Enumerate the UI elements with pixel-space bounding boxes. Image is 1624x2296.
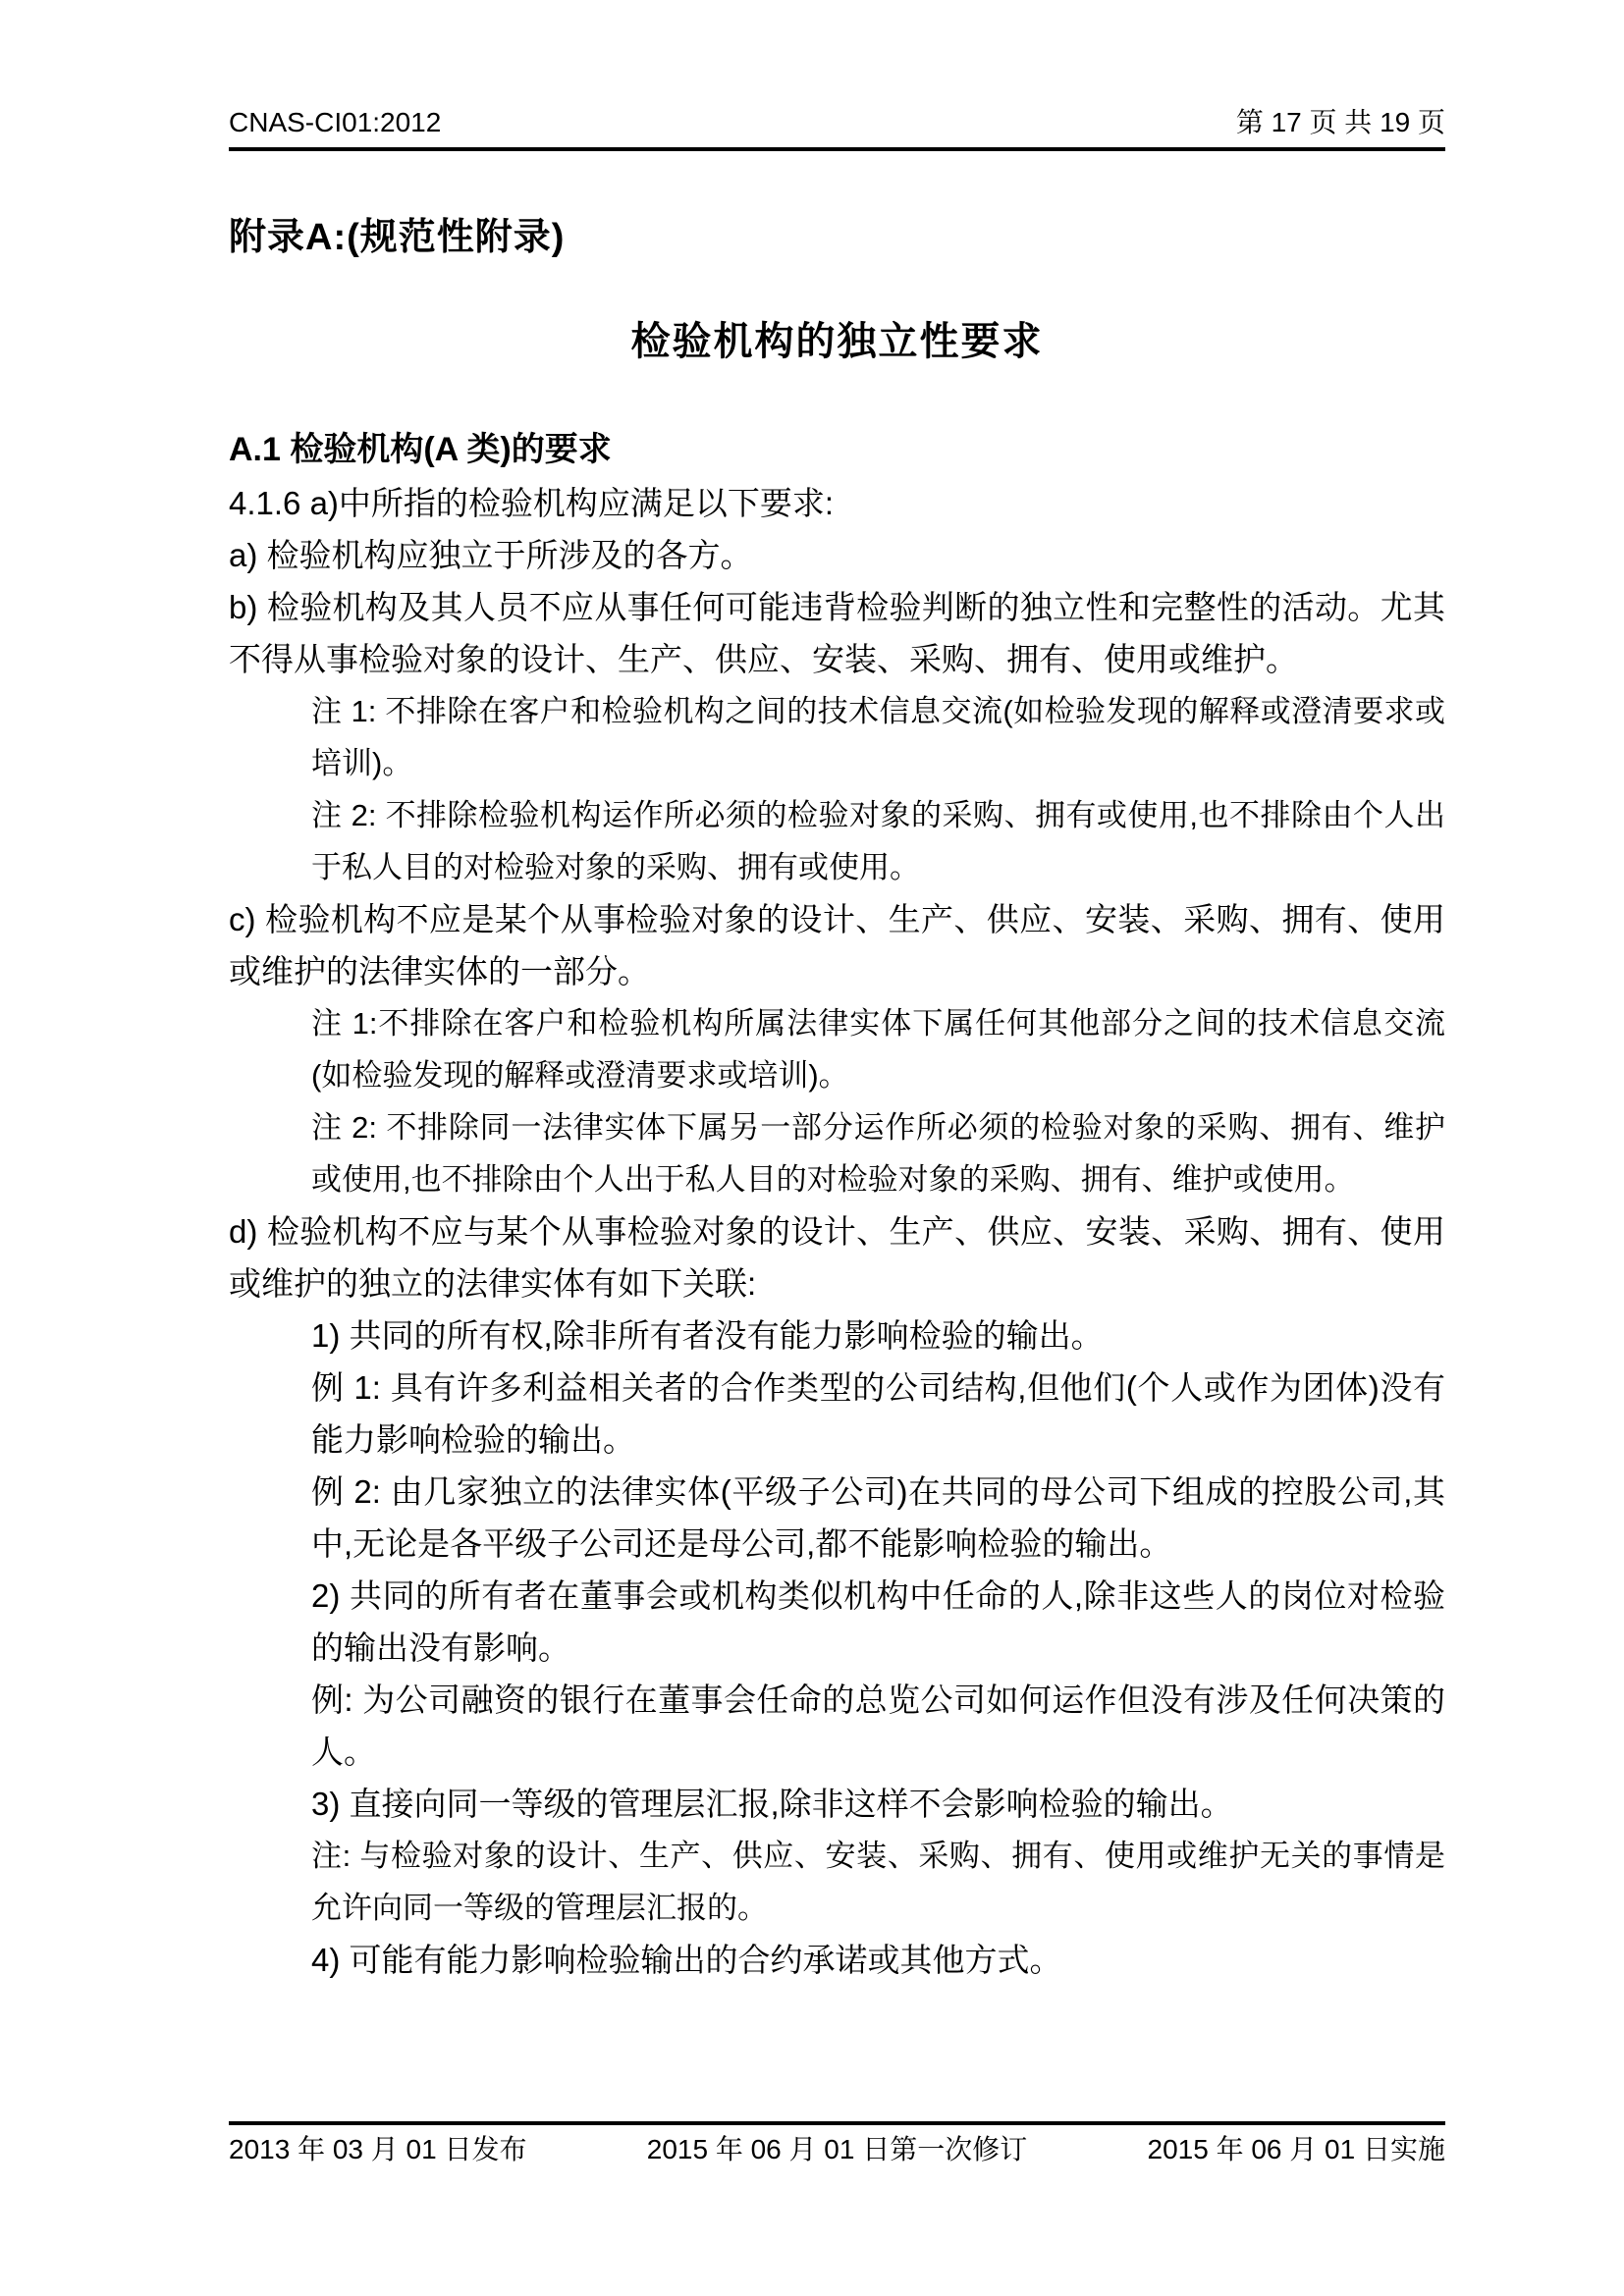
document-title: 检验机构的独立性要求 <box>630 320 1044 363</box>
example-paragraph: 例: 为公司融资的银行在董事会任命的总览公司如何运作但没有涉及任何决策的人。 <box>311 1682 1445 1770</box>
note-paragraph: 注 2: 不排除检验机构运作所必须的检验对象的采购、拥有或使用,也不排除由个人出于私人目的对检验对象的采购、拥有或使用。 <box>311 798 1445 884</box>
paragraph-d: d) 检验机构不应与某个从事检验对象的设计、生产、供应、安装、采购、拥有、使用或维护的独立的法律实体有如下关联: <box>229 1213 1445 1302</box>
note-paragraph: 注 1: 不排除在客户和检验机构之间的技术信息交流(如检验发现的解释或澄清要求或培训)。 <box>311 694 1445 780</box>
list-item-3: 3) 直接向同一等级的管理层汇报,除非这样不会影响检验的输出。 <box>311 1786 1233 1822</box>
example-paragraph: 例 1: 具有许多利益相关者的合作类型的公司结构,但他们(个人或作为团体)没有能力影响检验的输出。 <box>311 1369 1445 1458</box>
paragraph-a: a) 检验机构应独立于所涉及的各方。 <box>229 537 753 573</box>
note-paragraph: 注 1:不排除在客户和检验机构所属法律实体下属任何其他部分之间的技术信息交流(如检验发现的解释或澄清要求或培训)。 <box>311 1006 1445 1093</box>
list-item-4: 4) 可能有能力影响检验输出的合约承诺或其他方式。 <box>311 1942 1062 1978</box>
list-item-2: 2) 共同的所有者在董事会或机构类似机构中任命的人,除非这些人的岗位对检验的输出没有影响。 <box>311 1577 1445 1666</box>
page-footer <box>229 2121 1445 2166</box>
paragraph-intro: 4.1.6 a)中所指的检验机构应满足以下要求: <box>229 485 835 521</box>
example-paragraph: 例 2: 由几家独立的法律实体(平级子公司)在共同的母公司下组成的控股公司,其中,无论是各平级子公司还是母公司,都不能影响检验的输出。 <box>311 1473 1445 1562</box>
appendix-heading: 附录A:(规范性附录) <box>229 217 566 258</box>
section-heading: A.1 检验机构(A 类)的要求 <box>229 431 612 468</box>
doc-number: CNAS-CI01:2012 <box>229 107 442 137</box>
footer-publish-date: 2013 年 03 月 01 日发布 <box>229 2134 527 2164</box>
document-body <box>229 424 1445 1986</box>
paragraph-c: c) 检验机构不应是某个从事检验对象的设计、生产、供应、安装、采购、拥有、使用或维护的法律实体的一部分。 <box>229 901 1445 989</box>
list-item-1: 1) 共同的所有权,除非所有者没有能力影响检验的输出。 <box>311 1317 1104 1354</box>
note-paragraph: 注: 与检验对象的设计、生产、供应、安装、采购、拥有、使用或维护无关的事情是允许向同一等级的管理层汇报的。 <box>311 1839 1445 1925</box>
paragraph-b: b) 检验机构及其人员不应从事任何可能违背检验判断的独立性和完整性的活动。尤其不得从事检验对象的设计、生产、供应、安装、采购、拥有、使用或维护。 <box>229 589 1445 677</box>
note-paragraph: 注 2: 不排除同一法律实体下属另一部分运作所必须的检验对象的采购、拥有、维护或使用,也不排除由个人出于私人目的对检验对象的采购、拥有、维护或使用。 <box>311 1110 1445 1197</box>
footer-revision-date: 2015 年 06 月 01 日第一次修订 <box>646 2134 1028 2164</box>
page-indicator: 第 17 页 共 19 页 <box>1235 107 1445 137</box>
page-header <box>229 106 1445 151</box>
footer-implementation-date: 2015 年 06 月 01 日实施 <box>1147 2134 1445 2164</box>
